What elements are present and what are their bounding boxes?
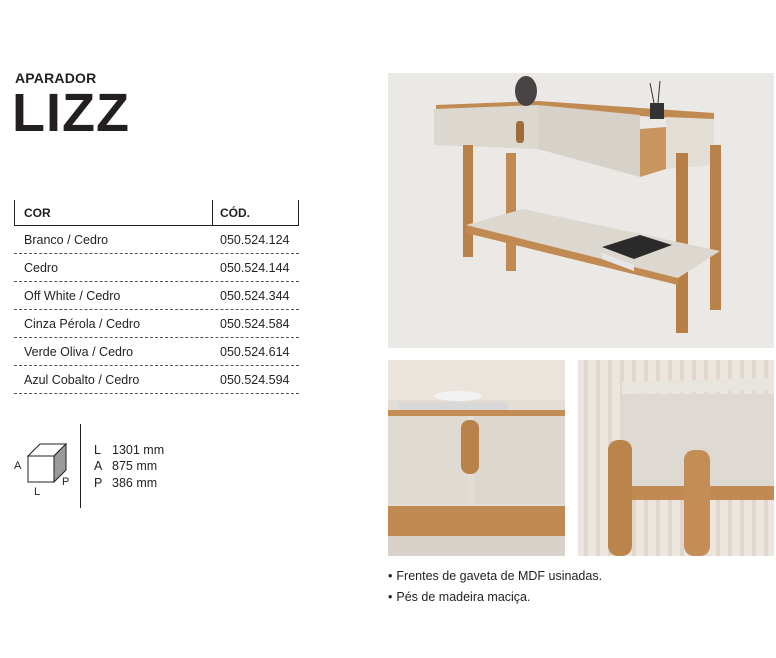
dimension-key: P [94,476,103,490]
row-code: 050.524.144 [220,261,290,275]
table-row [14,366,299,394]
product-photo-leg-detail [578,360,774,556]
dimensions-divider [80,424,81,508]
dimension-height [94,459,157,473]
table-row [14,310,299,338]
table-row [14,254,299,282]
header-color: COR [24,206,51,220]
row-code: 050.524.614 [220,345,290,359]
table-row [14,282,299,310]
row-color: Cedro [24,261,59,275]
dimension-value: 386 mm [112,476,158,490]
dimension-key: A [94,459,103,473]
dimension-key: L [94,443,101,457]
row-color: Cinza Pérola / Cedro [24,317,141,331]
row-code: 050.524.124 [220,233,290,247]
table-row [14,226,299,254]
dimension-value: 875 mm [112,459,158,473]
row-color: Branco / Cedro [24,233,109,247]
product-photo-main [388,73,774,348]
product-category: APARADOR [15,70,97,86]
header-divider [14,200,15,225]
row-color: Azul Cobalto / Cedro [24,373,140,387]
dimension-length [94,443,164,457]
table-row [14,338,299,366]
feature-item: • Pés de madeira maciça. [388,590,530,604]
row-color: Off White / Cedro [24,289,121,303]
color-code-table [14,200,299,394]
box-label-p: P [62,476,70,488]
box-label-l: L [34,486,41,498]
row-code: 050.524.584 [220,317,290,331]
product-photo-drawer-detail [388,360,565,556]
row-code: 050.524.594 [220,373,290,387]
product-title: LIZZ [12,83,130,143]
dimension-depth [94,476,157,490]
header-divider [298,200,299,225]
dimension-value: 1301 mm [112,443,165,457]
feature-item: • Frentes de gaveta de MDF usinadas. [388,569,602,583]
box-label-a: A [14,460,22,472]
header-code: CÓD. [220,206,250,220]
row-color: Verde Oliva / Cedro [24,345,134,359]
header-divider [212,200,213,225]
row-code: 050.524.344 [220,289,290,303]
table-header [14,200,299,226]
